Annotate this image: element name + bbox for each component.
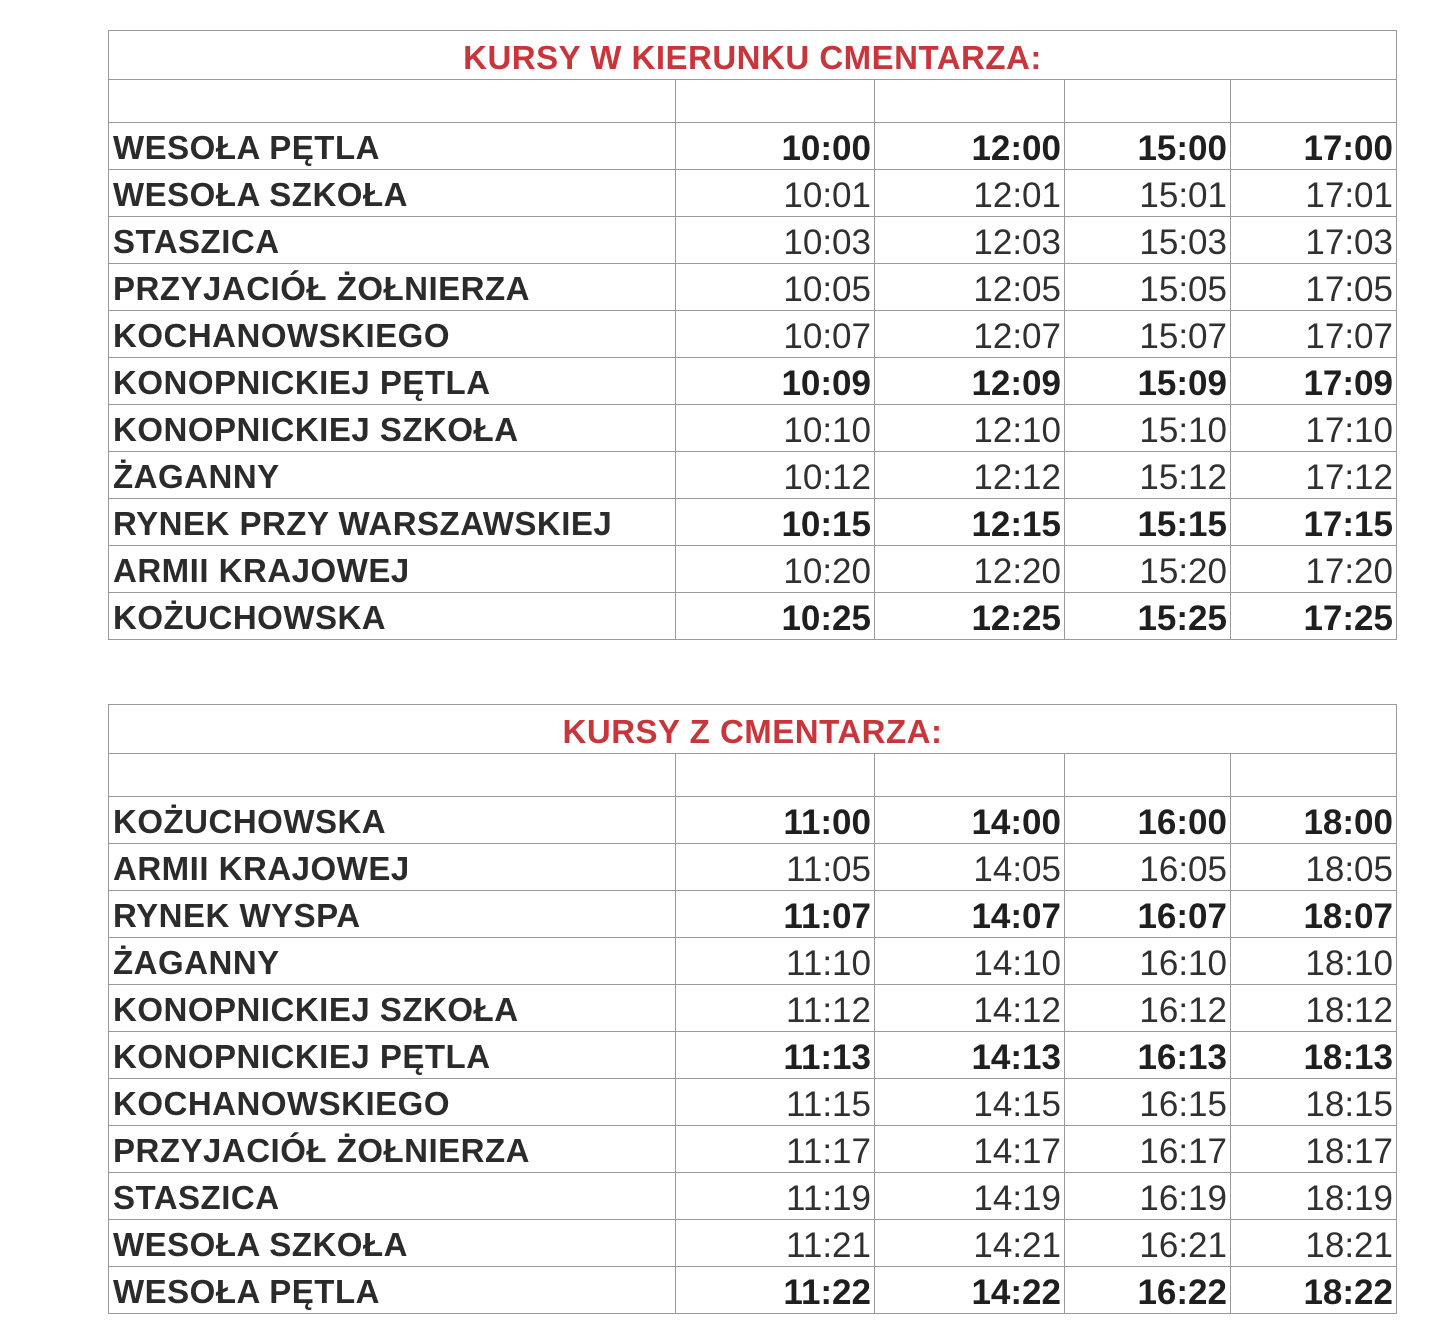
departure-time: 16:22: [1065, 1267, 1231, 1314]
departure-time: 17:05: [1231, 264, 1397, 311]
departure-time: 11:00: [676, 797, 875, 844]
stop-name: KONOPNICKIEJ PĘTLA: [109, 358, 676, 405]
departure-time: 18:07: [1231, 891, 1397, 938]
departure-time: 17:03: [1231, 217, 1397, 264]
stop-name: PRZYJACIÓŁ ŻOŁNIERZA: [109, 1126, 676, 1173]
stop-name: ARMII KRAJOWEJ: [109, 844, 676, 891]
departure-time: 12:25: [875, 593, 1065, 640]
departure-time: 17:25: [1231, 593, 1397, 640]
departure-time: 18:13: [1231, 1032, 1397, 1079]
departure-time: 12:07: [875, 311, 1065, 358]
departure-time: 16:10: [1065, 938, 1231, 985]
departure-time: 16:07: [1065, 891, 1231, 938]
departure-time: 10:07: [676, 311, 875, 358]
departure-time: 12:00: [875, 123, 1065, 170]
blank-cell: [109, 754, 676, 797]
departure-time: 10:20: [676, 546, 875, 593]
departure-time: 18:15: [1231, 1079, 1397, 1126]
stop-name: WESOŁA SZKOŁA: [109, 170, 676, 217]
section-title: KURSY Z CMENTARZA:: [109, 705, 1397, 754]
departure-time: 11:22: [676, 1267, 875, 1314]
stop-name: WESOŁA PĘTLA: [109, 123, 676, 170]
table-row: [109, 499, 1397, 546]
table-row: [109, 546, 1397, 593]
departure-time: 14:13: [875, 1032, 1065, 1079]
stop-name: RYNEK WYSPA: [109, 891, 676, 938]
table-row: [109, 891, 1397, 938]
departure-time: 14:22: [875, 1267, 1065, 1314]
table-row: [109, 1267, 1397, 1314]
departure-time: 11:10: [676, 938, 875, 985]
table-row: [109, 217, 1397, 264]
table-row: [109, 593, 1397, 640]
header-blank-row: [109, 80, 1397, 123]
blank-cell: [1231, 80, 1397, 123]
departure-time: 11:21: [676, 1220, 875, 1267]
departure-time: 15:10: [1065, 405, 1231, 452]
table-row: [109, 264, 1397, 311]
departure-time: 17:01: [1231, 170, 1397, 217]
departure-time: 14:19: [875, 1173, 1065, 1220]
departure-time: 17:15: [1231, 499, 1397, 546]
table-row: [109, 1126, 1397, 1173]
departure-time: 11:19: [676, 1173, 875, 1220]
departure-time: 16:05: [1065, 844, 1231, 891]
departure-time: 11:07: [676, 891, 875, 938]
departure-time: 10:15: [676, 499, 875, 546]
departure-time: 14:17: [875, 1126, 1065, 1173]
departure-time: 11:12: [676, 985, 875, 1032]
timetable-body: [109, 31, 1397, 640]
departure-time: 12:20: [875, 546, 1065, 593]
departure-time: 17:12: [1231, 452, 1397, 499]
departure-time: 10:01: [676, 170, 875, 217]
departure-time: 18:05: [1231, 844, 1397, 891]
departure-time: 15:12: [1065, 452, 1231, 499]
departure-time: 10:00: [676, 123, 875, 170]
departure-time: 15:09: [1065, 358, 1231, 405]
stop-name: STASZICA: [109, 217, 676, 264]
blank-cell: [109, 80, 676, 123]
blank-cell: [875, 80, 1065, 123]
departure-time: 11:13: [676, 1032, 875, 1079]
blank-cell: [1231, 754, 1397, 797]
title-row: [109, 705, 1397, 754]
departure-time: 12:12: [875, 452, 1065, 499]
departure-time: 16:00: [1065, 797, 1231, 844]
table-row: [109, 405, 1397, 452]
departure-time: 17:10: [1231, 405, 1397, 452]
stop-name: ŻAGANNY: [109, 938, 676, 985]
title-row: [109, 31, 1397, 80]
departure-time: 15:03: [1065, 217, 1231, 264]
departure-time: 11:15: [676, 1079, 875, 1126]
timetable-to-cemetery: [108, 30, 1397, 640]
stop-name: KONOPNICKIEJ SZKOŁA: [109, 985, 676, 1032]
departure-time: 14:12: [875, 985, 1065, 1032]
departure-time: 14:00: [875, 797, 1065, 844]
departure-time: 18:22: [1231, 1267, 1397, 1314]
timetable-body: [109, 705, 1397, 1314]
departure-time: 12:15: [875, 499, 1065, 546]
departure-time: 10:09: [676, 358, 875, 405]
departure-time: 18:21: [1231, 1220, 1397, 1267]
departure-time: 10:03: [676, 217, 875, 264]
departure-time: 16:15: [1065, 1079, 1231, 1126]
table-row: [109, 1220, 1397, 1267]
table-row: [109, 797, 1397, 844]
departure-time: 10:12: [676, 452, 875, 499]
departure-time: 18:17: [1231, 1126, 1397, 1173]
table-row: [109, 1173, 1397, 1220]
table-row: [109, 311, 1397, 358]
table-row: [109, 938, 1397, 985]
departure-time: 16:17: [1065, 1126, 1231, 1173]
departure-time: 16:21: [1065, 1220, 1231, 1267]
departure-time: 18:10: [1231, 938, 1397, 985]
departure-time: 18:00: [1231, 797, 1397, 844]
departure-time: 17:20: [1231, 546, 1397, 593]
departure-time: 18:19: [1231, 1173, 1397, 1220]
table-row: [109, 123, 1397, 170]
stop-name: PRZYJACIÓŁ ŻOŁNIERZA: [109, 264, 676, 311]
departure-time: 16:19: [1065, 1173, 1231, 1220]
stop-name: KOCHANOWSKIEGO: [109, 311, 676, 358]
departure-time: 12:03: [875, 217, 1065, 264]
departure-time: 15:01: [1065, 170, 1231, 217]
departure-time: 12:05: [875, 264, 1065, 311]
table-row: [109, 358, 1397, 405]
stop-name: KOŻUCHOWSKA: [109, 593, 676, 640]
stop-name: KOCHANOWSKIEGO: [109, 1079, 676, 1126]
departure-time: 17:00: [1231, 123, 1397, 170]
departure-time: 14:10: [875, 938, 1065, 985]
table-row: [109, 170, 1397, 217]
stop-name: KOŻUCHOWSKA: [109, 797, 676, 844]
departure-time: 14:21: [875, 1220, 1065, 1267]
departure-time: 10:25: [676, 593, 875, 640]
blank-cell: [875, 754, 1065, 797]
departure-time: 15:07: [1065, 311, 1231, 358]
departure-time: 14:15: [875, 1079, 1065, 1126]
table-row: [109, 844, 1397, 891]
departure-time: 12:09: [875, 358, 1065, 405]
stop-name: RYNEK PRZY WARSZAWSKIEJ: [109, 499, 676, 546]
departure-time: 12:10: [875, 405, 1065, 452]
departure-time: 10:10: [676, 405, 875, 452]
departure-time: 11:05: [676, 844, 875, 891]
stop-name: KONOPNICKIEJ SZKOŁA: [109, 405, 676, 452]
departure-time: 17:07: [1231, 311, 1397, 358]
departure-time: 15:05: [1065, 264, 1231, 311]
departure-time: 16:12: [1065, 985, 1231, 1032]
table-row: [109, 1079, 1397, 1126]
departure-time: 16:13: [1065, 1032, 1231, 1079]
departure-time: 14:05: [875, 844, 1065, 891]
departure-time: 15:25: [1065, 593, 1231, 640]
table-row: [109, 1032, 1397, 1079]
table-row: [109, 452, 1397, 499]
blank-cell: [676, 80, 875, 123]
departure-time: 12:01: [875, 170, 1065, 217]
departure-time: 10:05: [676, 264, 875, 311]
stop-name: STASZICA: [109, 1173, 676, 1220]
blank-cell: [1065, 80, 1231, 123]
departure-time: 15:20: [1065, 546, 1231, 593]
stop-name: ŻAGANNY: [109, 452, 676, 499]
departure-time: 14:07: [875, 891, 1065, 938]
departure-time: 15:15: [1065, 499, 1231, 546]
departure-time: 15:00: [1065, 123, 1231, 170]
departure-time: 11:17: [676, 1126, 875, 1173]
header-blank-row: [109, 754, 1397, 797]
departure-time: 17:09: [1231, 358, 1397, 405]
blank-cell: [1065, 754, 1231, 797]
departure-time: 18:12: [1231, 985, 1397, 1032]
section-title: KURSY W KIERUNKU CMENTARZA:: [109, 31, 1397, 80]
stop-name: WESOŁA SZKOŁA: [109, 1220, 676, 1267]
table-row: [109, 985, 1397, 1032]
stop-name: KONOPNICKIEJ PĘTLA: [109, 1032, 676, 1079]
timetable-from-cemetery: [108, 704, 1397, 1314]
stop-name: WESOŁA PĘTLA: [109, 1267, 676, 1314]
blank-cell: [676, 754, 875, 797]
stop-name: ARMII KRAJOWEJ: [109, 546, 676, 593]
